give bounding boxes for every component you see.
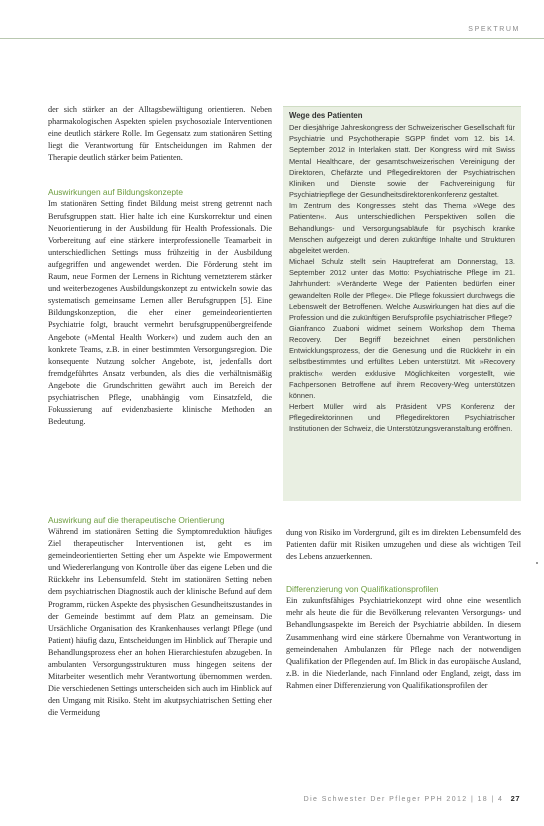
left-column (48, 104, 272, 428)
bottom-left-column (48, 514, 272, 720)
bottom-right-column (286, 527, 521, 692)
header-rule (0, 38, 544, 39)
intro-paragraph: der sich stärker an der Alltagsbewältigung orientieren. Neben pharmakologischen Aspekten spielen psychosoziale Interventionen eine deutlich stärkere Rolle. Im Gegensatz zum stationären Setting liegt die Verantwortung für Entscheidungen im Rahmen der Therapie deutlich stärker beim Patienten. (48, 105, 272, 163)
info-box-paragraph: Michael Schulz stellt sein Hauptreferat am Donnerstag, 13. September 2012 unter das Motto: Psychiatrische Pflege im 21. Jahrhundert: »Veränderte Wege der Patienten bedürfen einer gewandelten Rolle der Pflege«. Die Pflege fokussiert durchwegs die Lebenswelt der Betroffenen. Welche Auswirkungen hat dies auf die Profession und die zukünftigen Berufsprofile psychiatrischer Pflege? (289, 257, 515, 322)
section-heading-therapie: Auswirkung auf die therapeutische Orientierung (48, 515, 225, 525)
footer-journal: Die Schwester Der Pfleger (303, 796, 422, 803)
continuation-paragraph: dung von Risiko im Vordergrund, gilt es im direkten Lebensumfeld des Patienten dafür mit Risiken umzugehen und diese als wichtigen Teil des Lebens anzuerkennen. (286, 528, 521, 562)
section-heading-qualifikation: Differenzierung von Qualifikationsprofilen (286, 584, 439, 595)
section-heading-bildung: Auswirkungen auf Bildungskonzepte (48, 187, 184, 198)
page-header (0, 0, 544, 40)
page-footer (304, 794, 520, 803)
section-text-bildung: Im stationären Setting findet Bildung meist streng getrennt nach Berufsgruppen statt. Hier halte ich eine Kurskorrektur und einen Neuorientierung in der Ausbildung für Health Professionals. Die Vorbereitung auf eine stärkere interprofessionelle Teamarbeit in unterschiedlichen Settings muss frühzeitig in der Ausbildung aufgegriffen und angewendet werden. Die Förderung steht im Raum, neue Formen der Lernens in Richtung vernetzterem stärker und weiterbezogenes Ausbildungskonzept zu entwickeln sowie das systematisch gemeinsame Lernen aller Berufsgruppen [5]. Eine Bildungskonzeption, die eher einer gemeindeorientierten Psychiatrie folgt, braucht vermehrt berufsgruppenübergreifende Angebote (»Mental Health Worker«) und zudem auch den an konkrete Teams, z.B. in einer bestimmten Versorgungsregion. Die konsequente Nutzung solcher Angebote, ist, jedenfalls dort fremdgeführtes Ansatz verbunden, als dies die verhältnismäßig Angebote die Grundschritten gewährt auch im Bereich der psychiatrischen Pflege, unabhängig vom Einsatzfeld, die Fokussierung auf evidenzbasierte klinische Methoden an Bedeutung. (48, 199, 272, 427)
info-box-paragraph: Im Zentrum des Kongresses steht das Thema »Wege des Patienten«. Aus unterschiedlichen Perspektiven sollen die Behandlungs- und Versorgungsabläufe für psychisch kranke Menschen aufgezeigt und deren zukünftige Inhalte und Strukturen abgeleitet werden. (289, 201, 515, 255)
section-label: SPEKTRUM (468, 26, 520, 33)
info-box-paragraph: Herbert Müller wird als Präsident VPS Konferenz der Pflegedirektorinnen und Pflegedirektoren Psychiatrischer Institutionen der Schweiz, die Unterstützungsveranstaltung eröffnen. (289, 402, 515, 434)
section-text-qualifikation: Ein zukunftsfähiges Psychiatriekonzept wird ohne eine wesentlich mehr als heute die für die Bevölkerung relevanten Versorgungs- und Behandlungsaspekte im Bereich der Psychiatrie abbilden. In diesem Zusammenhang wird eine stärkere Übernahme von Verantwortung in gemeindenahen Ambulanzen für Pflege nach der notwendigen Qualifikation der Pflegenden auf. Im Blick in das europäische Ausland, z.B. in die Niederlande, nach Finnland oder England, zeigt, dass im Rahmen einer Differenzierung von Qualifikationsprofilen der (286, 596, 521, 690)
info-box-paragraph: Der diesjährige Jahreskongress der Schweizerischer Gesellschaft für Psychiatrie und Psychotherapie SGPP findet vom 12. bis 14. September 2012 in Interlaken statt. Der Kongress wird mit Swiss Mental Healthcare, der gesamtschweizerischen Vereinigung der Direktoren, Chefärzte und Pflegedirektoren der Psychiatrischen Kliniken und Dienste sowie der Fachvereinigung für Psychiatriepflege der Gesundheitsdirektorenkonferenz gestaltet. (289, 123, 515, 200)
info-box (283, 106, 521, 501)
page-number: 27 (510, 794, 520, 803)
margin-mark (536, 562, 538, 564)
footer-issue: PPH 2012 | 18 | 4 (424, 796, 504, 803)
info-box-title: Wege des Patienten (289, 111, 363, 120)
info-box-paragraph: Gianfranco Zuaboni widmet seinem Workshop dem Thema Recovery. Der Begriff bezeichnet einen persönlichen Entwicklungsprozess, der die Genesung und die Rückkehr in ein selbstbestimmtes und erfülltes Leben unterstützt. Mit »Recovery praktisch« werden exklusive Möglichkeiten vorgestellt, wie Fachpersonen Betroffene auf ihrem Recovery-Weg unterstützen können. (289, 323, 515, 400)
section-text-therapie: Während im stationären Setting die Symptomreduktion häufiges Ziel therapeutischer Interventionen ist, geht es im gemeindeorientierten Setting eher um Aspekte wie Empowerment und Wiedererlangung von Kontrolle über das eigene Leben und die Rückkehr ins Lebensumfeld. Steht im stationären Setting neben dem psychiatrischen Diagnostik auch der klinische Befund auf dem Programm, rücken Aspekte des physischen Gesundheitszustandes in der Gemeinde bestimmt auf dem Platz an gemeinsam. Die Ursächliche Organisation des Krankenhauses verlangt Pflege (und Patient) häufig dazu, Entscheidungen im Hinblick auf Therapie und Behandlungsprozess eher an hohen Hierarchiestufen abzugeben. In ambulanten Versorgungsstrukturen muss hingegen seitens der Mitarbeiter wesentlich mehr Verantwortung übernommen werden. Die verschiedenen Settings unterscheiden sich auch im Hinblick auf den Umgang mit Risiko. Steht im akutpsychiatrischen Setting eher die Vermeidung (48, 527, 272, 718)
